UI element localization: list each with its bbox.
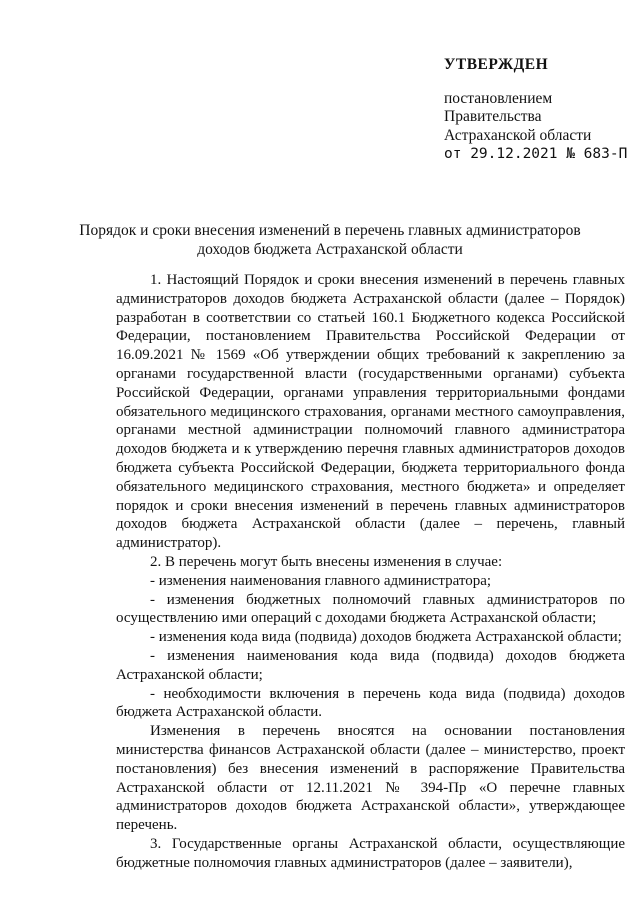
document-body (116, 271, 625, 873)
paragraph-2: 2. В перечень могут быть внесены изменения в случае: (150, 553, 503, 570)
list-item: - изменения наименования главного администратора; (150, 572, 492, 589)
approval-line-3: Астраханской области (444, 126, 592, 144)
approval-line-1: постановлением (444, 89, 553, 107)
approval-date: от 29.12.2021 № 683-П (444, 146, 628, 162)
document-title (60, 221, 600, 259)
list-item: - изменения наименования кода вида (подвида) доходов бюджета Астраханской области; (116, 647, 625, 683)
approval-stamp (444, 56, 634, 164)
paragraph-1: 1. Настоящий Порядок и сроки внесения изменений в перечень главных администраторов доходов бюджета Астраханской области (далее – Порядок) разработан в соответствии со статьей 160.1 Бюджетного кодекса Российской Федерации, постановлением Правительства Российской Федерации от 16.09.2021 № 1569 «Об утверждении общих требований к закреплению за органами государственной власти (государственными органами) субъекта Российской Федерации, органами управления территориальными фондами обязательного медицинского страхования, органами местного самоуправления, органами местной администрации полномочий главного администратора доходов бюджета и к утверждению перечня главных администраторов доходов бюджета субъекта Российской Федерации, бюджета территориального фонда обязательного медицинского страхования, местного бюджета» и определяет порядок и сроки внесения изменений в перечень главных администраторов доходов бюджета Астраханской области (далее – перечень, главный администратор). (116, 272, 625, 552)
document-title-line-2: доходов бюджета Астраханской области (197, 241, 463, 258)
list-item: - изменения кода вида (подвида) доходов бюджета Астраханской области; (150, 629, 622, 646)
document-title-line-1: Порядок и сроки внесения изменений в перечень главных администраторов (79, 222, 581, 239)
approval-line-2: Правительства (444, 108, 542, 125)
paragraph-changes-basis: Изменения в перечень вносятся на основании постановления министерства финансов Астраханской области (далее – министерство, проект постановления) без внесения изменений в распоряжение Правительства Астраханской области от 12.11.2021 № 394-Пр «О перечне главных администраторов доходов бюджета Астраханской области», утверждающее перечень. (116, 723, 625, 834)
list-item: - изменения бюджетных полномочий главных администраторов по осуществлению ими операций с доходами бюджета Астраханской области; (116, 591, 625, 627)
paragraph-3: 3. Государственные органы Астраханской области, осуществляющие бюджетные полномочия главных администраторов (далее – заявители), (116, 835, 625, 871)
list-item: - необходимости включения в перечень кода вида (подвида) доходов бюджета Астраханской области. (116, 685, 625, 721)
approval-title: УТВЕРЖДЕН (444, 56, 549, 73)
